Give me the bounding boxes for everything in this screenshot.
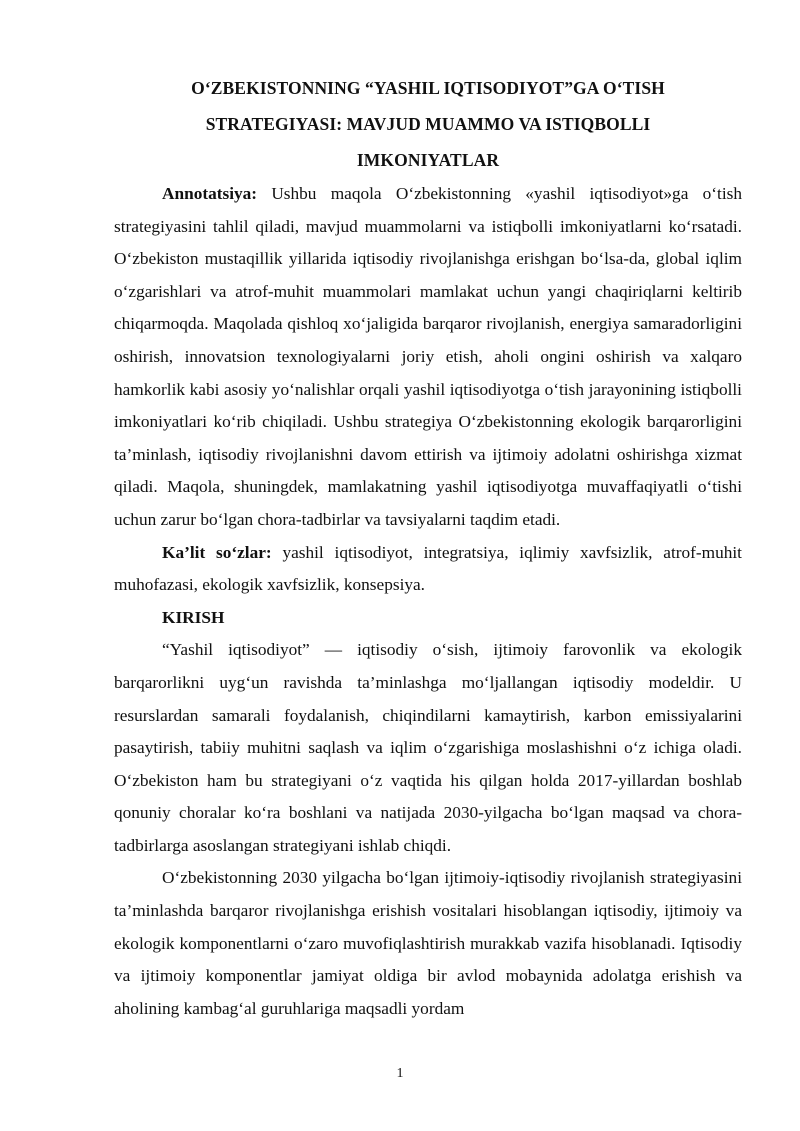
keywords-label: Ka’lit so‘zlar: bbox=[162, 542, 272, 562]
document-title bbox=[114, 70, 742, 178]
title-line-3: IMKONIYATLAR bbox=[356, 150, 500, 170]
title-line-1: O‘ZBEKISTONNING “YASHIL IQTISODIYOT”GA O‘TISH bbox=[191, 78, 665, 98]
document-page bbox=[114, 70, 742, 1025]
keywords-text: yashil iqtisodiyot, integratsiya, iqlimiy xavfsizlik, atrof-muhit muhofazasi, ekologik xavfsizlik, konsepsiya. bbox=[114, 542, 742, 595]
body-paragraph-1: “Yashil iqtisodiyot” — iqtisodiy o‘sish, ijtimoiy farovonlik va ekologik barqarorlikni uyg‘un ravishda ta’minlashga mo‘ljallangan iqtisodiy modeldir. U resurslardan samarali foydalanish, chiqindilarni kamaytirish, karbon emissiyalarini pasaytirish, tabiiy muhitni saqlash va iqlim o‘zgarishiga moslashishni o‘z ichiga oladi. O‘zbekiston ham bu strategiyani o‘z vaqtida his qilgan holda 2017-yillardan boshlab qonuniy choralar ko‘ra boshlani va natijada 2030-yilgacha bo‘lgan maqsad va chora-tadbirlarga asoslangan strategiyani ishlab chiqdi. bbox=[114, 640, 742, 855]
abstract-label: Annotatsiya: bbox=[162, 184, 258, 203]
abstract-text: Ushbu maqola O‘zbekistonning «yashil iqtisodiyot»ga o‘tish strategiyasini tahlil qiladi, mavjud muammolarni va istiqbolli imkoniyatlarni ko‘rsatadi. O‘zbekiston mustaqillik yillarida iqtisodiy rivojlanishga erishgan bo‘lsa-da, global iqlim o‘zgarishlari va atrof-muhit muammolari mamlakat uchun yangi chaqiriqlarni keltirib chiqarmoqda. Maqolada qishloq xo‘jaligida barqaror rivojlanish, energiya samaradorligini oshirish, innovatsion texnologiyalarni joriy etish, aholi ongini oshirish va xalqaro hamkorlik kabi asosiy yo‘nalishlar orqali yashil iqtisodiyotga o‘tish jarayonining istiqbolli imkoniyatlari ko‘rib chiqiladi. Ushbu strategiya O‘zbekistonning ekologik barqarorligini ta’minlash, iqtisodiy rivojlanishni davom ettirish va ijtimoiy adolatni oshirishga xizmat qiladi. Maqola, shuningdek, mamlakatning yashil iqtisodiyotga muvaffaqiyatli o‘tishi uchun zarur bo‘lgan chora-tadbirlar va tavsiyalarni taqdim etadi. bbox=[114, 184, 742, 529]
section-heading: KIRISH bbox=[162, 607, 225, 627]
page-number: 1 bbox=[396, 1066, 404, 1081]
keywords-paragraph bbox=[114, 537, 742, 602]
body-paragraph-2: O‘zbekistonning 2030 yilgacha bo‘lgan ijtimoiy-iqtisodiy rivojlanish strategiyasini ta’minlashda barqaror rivojlanishga erishish vositalari hisoblangan iqtisodiy, ijtimoiy va ekologik komponentlarni o‘zaro muvofiqlashtirish murakkab vazifa hisoblanadi. Iqtisodiy va ijtimoiy komponentlar jamiyat oldiga bir avlod mobaynida adolatga erishish va aholining kambag‘al guruhlariga maqsadli yordam bbox=[114, 868, 742, 1018]
abstract-paragraph bbox=[114, 178, 742, 537]
title-line-2: STRATEGIYASI: MAVJUD MUAMMO VA ISTIQBOLLI bbox=[205, 114, 651, 134]
